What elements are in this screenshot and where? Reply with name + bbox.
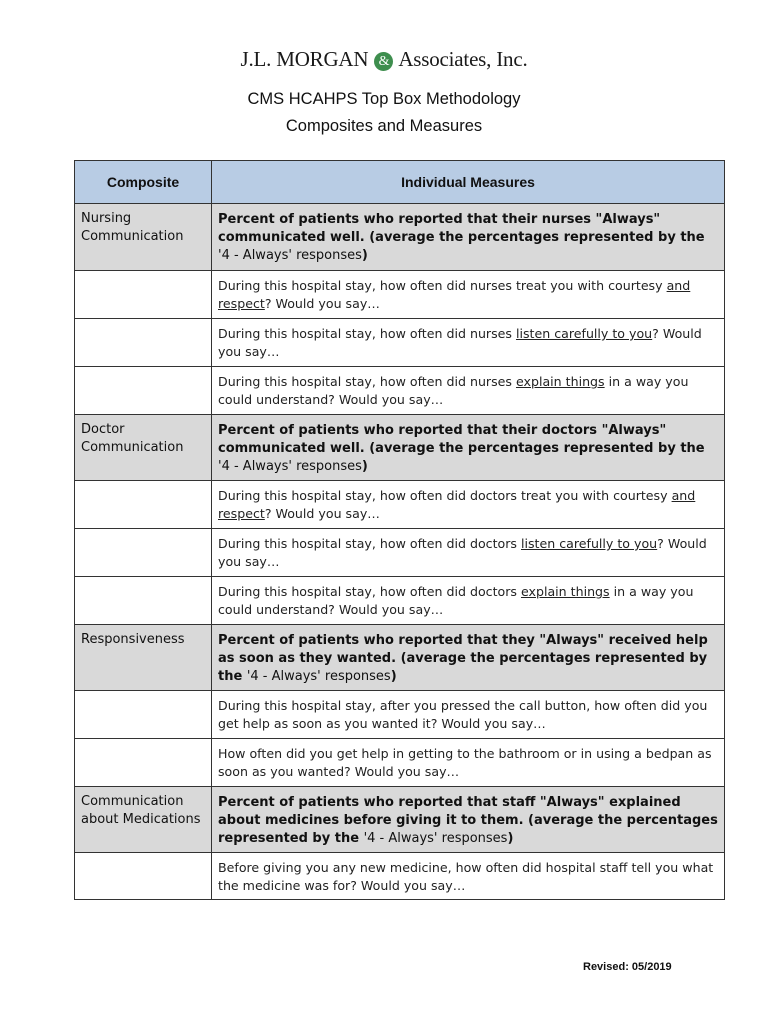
document-subtitle: Composites and Measures bbox=[285, 117, 483, 135]
question-text bbox=[212, 739, 725, 787]
empty-composite-cell bbox=[75, 739, 212, 787]
empty-composite-cell bbox=[75, 271, 212, 319]
composite-name: Responsiveness bbox=[75, 625, 212, 691]
composite-summary bbox=[212, 625, 725, 691]
question-text-start: During this hospital stay, how often did nurses bbox=[218, 374, 516, 389]
summary-close-paren: ) bbox=[361, 248, 368, 263]
composite-name: Doctor Communication bbox=[75, 415, 212, 481]
summary-close-paren: ) bbox=[390, 669, 397, 684]
summary-close-paren: ) bbox=[361, 459, 368, 474]
question-text bbox=[212, 853, 725, 900]
question-text-start: During this hospital stay, how often did nurses bbox=[218, 326, 516, 341]
question-text-start: Before giving you any new medicine, how often did hospital staff tell you what the medicine was for? Would you say… bbox=[218, 860, 714, 893]
summary-text: Percent of patients who reported that their doctors "Always" communicated well. (average the percentages represented by the bbox=[218, 423, 705, 456]
empty-composite-cell bbox=[75, 319, 212, 367]
question-text-start: How often did you get help in getting to the bathroom or in using a bedpan as soon as you wanted? Would you say… bbox=[218, 746, 712, 779]
question-emphasis: and respect bbox=[218, 278, 691, 311]
composite-summary bbox=[212, 415, 725, 481]
question-text-start: During this hospital stay, how often did doctors bbox=[218, 536, 521, 551]
measures-column-header: Individual Measures bbox=[212, 161, 725, 204]
logo-text-suffix: Associates, Inc. bbox=[398, 47, 528, 71]
question-text bbox=[212, 577, 725, 625]
question-emphasis: explain things bbox=[515, 374, 605, 389]
question-text bbox=[212, 367, 725, 415]
question-text bbox=[212, 529, 725, 577]
summary-close-paren: ) bbox=[507, 831, 514, 846]
empty-composite-cell bbox=[75, 529, 212, 577]
composite-summary bbox=[212, 204, 725, 271]
logo-text-name: J.L. MORGAN bbox=[240, 47, 369, 71]
empty-composite-cell bbox=[75, 481, 212, 529]
empty-composite-cell bbox=[75, 367, 212, 415]
company-logo bbox=[0, 47, 768, 72]
question-text-end: ? Would you say… bbox=[264, 296, 380, 311]
question-row bbox=[75, 529, 725, 577]
question-row bbox=[75, 271, 725, 319]
question-text-end: ? Would you say… bbox=[264, 506, 380, 521]
logo-ampersand-icon: & bbox=[374, 52, 393, 71]
document-title: CMS HCAHPS Top Box Methodology bbox=[247, 90, 521, 108]
composite-row bbox=[75, 625, 725, 691]
summary-text: Percent of patients who reported that their nurses "Always" communicated well. (average the percentages represented by the bbox=[218, 212, 705, 245]
question-text bbox=[212, 481, 725, 529]
question-row bbox=[75, 481, 725, 529]
composite-summary bbox=[212, 787, 725, 853]
summary-text: Percent of patients who reported that staff "Always" explained about medicines before giving it to them. (average the percentages represented by the bbox=[218, 795, 718, 846]
question-emphasis: explain things bbox=[520, 584, 610, 599]
question-text bbox=[212, 319, 725, 367]
summary-text: Percent of patients who reported that they "Always" received help as soon as they wanted. (average the percentages represented by the bbox=[218, 633, 708, 684]
question-text-start: During this hospital stay, how often did doctors treat you with courtesy bbox=[218, 488, 672, 503]
empty-composite-cell bbox=[75, 577, 212, 625]
question-row bbox=[75, 577, 725, 625]
question-emphasis: and respect bbox=[218, 488, 696, 521]
composite-name: Communication about Medications bbox=[75, 787, 212, 853]
question-text-end: ? Would you say… bbox=[218, 536, 707, 569]
question-emphasis: listen carefully to you bbox=[520, 536, 658, 551]
question-text-start: During this hospital stay, how often did nurses treat you with courtesy bbox=[218, 278, 667, 293]
summary-response-label: '4 - Always' responses bbox=[218, 248, 362, 263]
question-text bbox=[212, 271, 725, 319]
empty-composite-cell bbox=[75, 853, 212, 900]
question-text-start: During this hospital stay, after you pressed the call button, how often did you get help as soon as you wanted it? Would you say… bbox=[218, 698, 708, 731]
question-text-end: in a way you could understand? Would you say… bbox=[218, 584, 694, 617]
composite-row bbox=[75, 787, 725, 853]
composite-row bbox=[75, 204, 725, 271]
summary-response-label: '4 - Always' responses bbox=[363, 831, 508, 846]
summary-response-label: '4 - Always' responses bbox=[218, 459, 362, 474]
measures-table bbox=[74, 160, 725, 900]
question-text-end: in a way you could understand? Would you say… bbox=[218, 374, 689, 407]
question-text-end: ? Would you say… bbox=[218, 326, 702, 359]
question-row bbox=[75, 853, 725, 900]
question-row bbox=[75, 367, 725, 415]
question-emphasis: listen carefully to you bbox=[515, 326, 653, 341]
table-body bbox=[75, 204, 725, 900]
empty-composite-cell bbox=[75, 691, 212, 739]
table-header-row bbox=[75, 161, 725, 204]
summary-response-label: '4 - Always' responses bbox=[246, 669, 391, 684]
composite-row bbox=[75, 415, 725, 481]
composite-column-header: Composite bbox=[75, 161, 212, 204]
question-text bbox=[212, 691, 725, 739]
question-row bbox=[75, 319, 725, 367]
revised-date: Revised: 05/2019 bbox=[583, 961, 672, 973]
question-row bbox=[75, 739, 725, 787]
composite-name: Nursing Communication bbox=[75, 204, 212, 271]
question-row bbox=[75, 691, 725, 739]
question-text-start: During this hospital stay, how often did doctors bbox=[218, 584, 521, 599]
